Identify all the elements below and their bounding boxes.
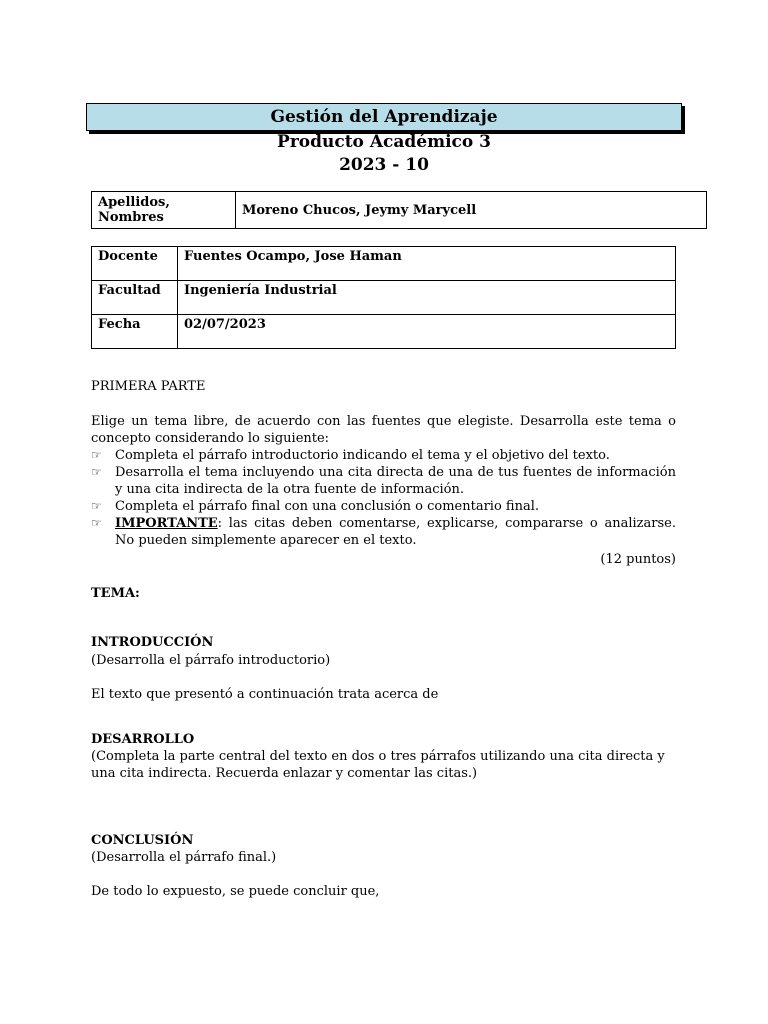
section1-bullets (91, 447, 676, 549)
document-subtitle: Producto Académico 3 (277, 132, 491, 152)
section1-heading (91, 378, 676, 395)
bullet-text: Desarrolla el tema incluyendo una cita directa de una de tus fuentes de información y una cita indirecta de la otra fuente de información. (115, 465, 676, 497)
docente-value: Fuentes Ocampo, Jose Haman (178, 247, 676, 281)
document-title: Gestión del Aprendizaje (86, 103, 682, 131)
conclusion-heading: CONCLUSIÓN (91, 833, 194, 848)
intro-instruction: (Desarrolla el párrafo introductorio) (91, 653, 331, 668)
conclusion-instruction: (Desarrolla el párrafo final.) (91, 850, 277, 865)
bullet-text: Completa el párrafo final con una conclusión o comentario final. (115, 499, 540, 514)
pointing-hand-icon: ☞ (91, 448, 102, 462)
dev-instruction: (Completa la parte central del texto en dos o tres párrafos utilizando una cita directa y una cita indirecta. Recuerda enlazar y comentar las citas.) (91, 749, 665, 781)
student-label: Apellidos, Nombres (92, 192, 236, 229)
intro-body: El texto que presentó a continuación trata acerca de (91, 687, 439, 702)
info-table (91, 246, 676, 349)
facultad-value: Ingeniería Industrial (178, 281, 676, 315)
dev-heading: DESARROLLO (91, 732, 195, 747)
pointing-hand-icon: ☞ (91, 516, 102, 530)
pointing-hand-icon: ☞ (91, 499, 102, 513)
table-row (92, 315, 676, 349)
bullet-text: Completa el párrafo introductorio indicando el tema y el objetivo del texto. (115, 448, 610, 463)
table-row (92, 247, 676, 281)
tema-label: TEMA: (91, 586, 140, 601)
document-period: 2023 - 10 (339, 155, 429, 175)
facultad-label: Facultad (92, 281, 178, 315)
list-item (91, 464, 676, 498)
table-row (92, 192, 707, 229)
pointing-hand-icon: ☞ (91, 465, 102, 479)
list-item (91, 498, 676, 515)
important-text: : las citas deben comentarse, explicarse, compararse o analizarse. No pueden simplemente aparecer en el texto. (115, 516, 676, 548)
table-row (92, 281, 676, 315)
section1-heading-text: PRIMERA PARTE (91, 379, 206, 394)
fecha-value: 02/07/2023 (178, 315, 676, 349)
important-label: IMPORTANTE (115, 516, 218, 531)
intro-heading: INTRODUCCIÓN (91, 635, 214, 650)
fecha-label: Fecha (92, 315, 178, 349)
section1-intro: Elige un tema libre, de acuerdo con las fuentes que elegiste. Desarrolla este tema o concepto considerando lo siguiente: (91, 414, 676, 446)
student-value: Moreno Chucos, Jeymy Marycell (236, 192, 707, 229)
list-item (91, 515, 676, 549)
student-table (91, 191, 707, 229)
docente-label: Docente (92, 247, 178, 281)
list-item (91, 447, 676, 464)
points-label: (12 puntos) (600, 552, 676, 567)
conclusion-body: De todo lo expuesto, se puede concluir que, (91, 884, 380, 899)
